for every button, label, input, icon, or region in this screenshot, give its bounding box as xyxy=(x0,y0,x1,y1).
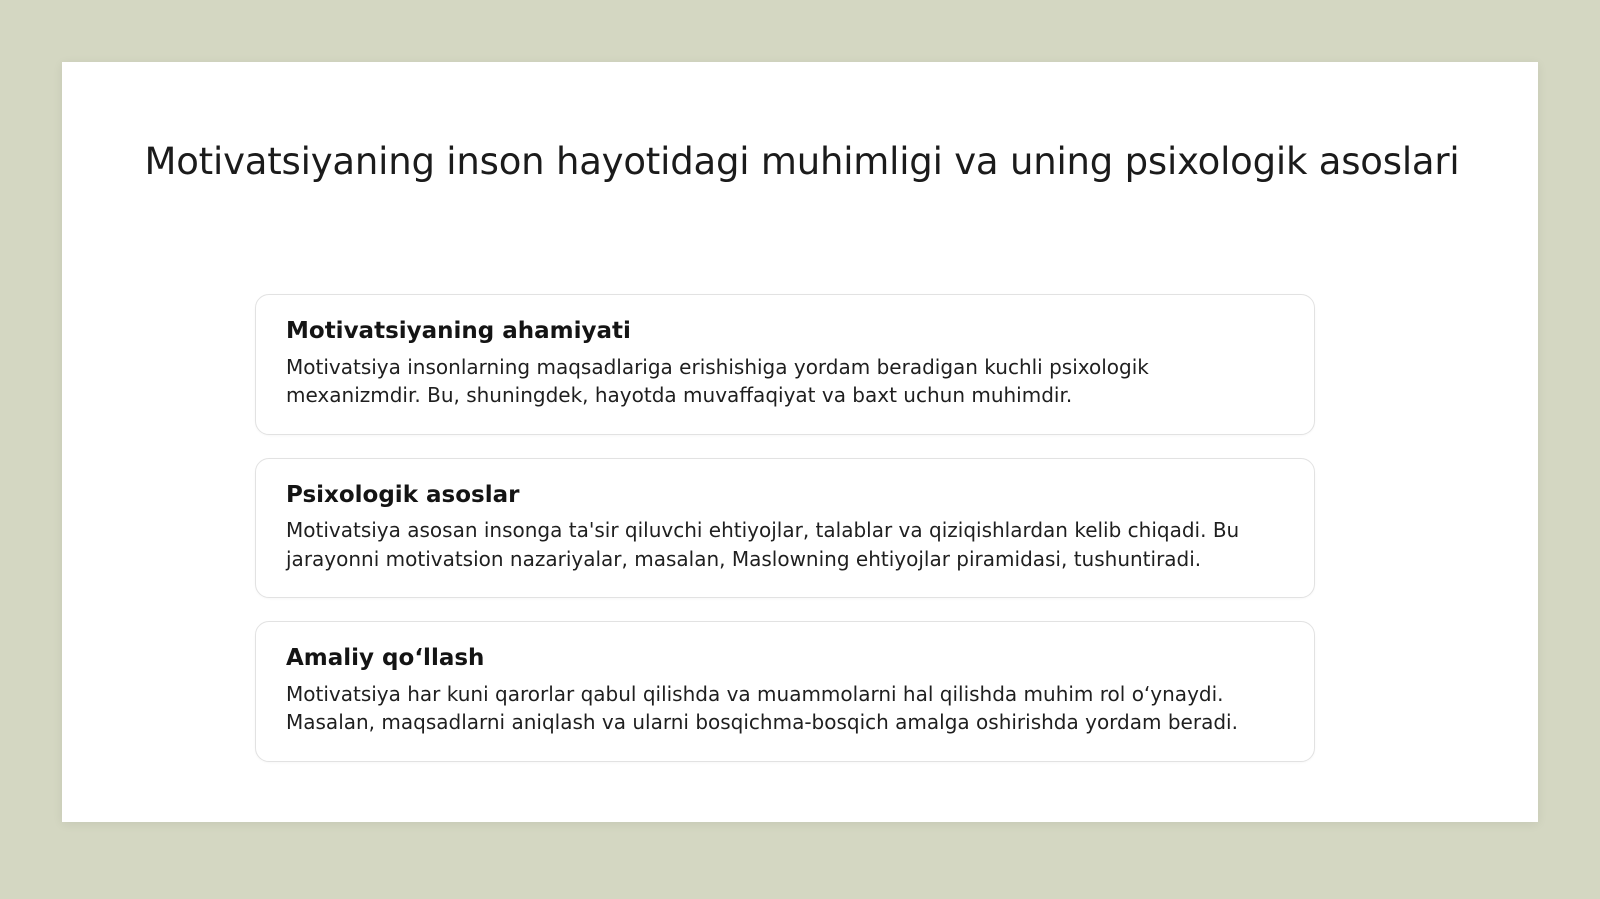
card-list xyxy=(255,294,1315,762)
page-title: Motivatsiyaning inson hayotidagi muhimligi va uning psixologik asoslari xyxy=(144,140,1460,183)
card-body: Motivatsiya asosan insonga ta'sir qiluvchi ehtiyojlar, talablar va qiziqishlardan kelib chiqadi. Bu jarayonni motivatsion nazariyalar, masalan, Maslowning ehtiyojlar piramidasi, tushuntiradi. xyxy=(286,518,1240,571)
card-body: Motivatsiya insonlarning maqsadlariga erishishiga yordam beradigan kuchli psixologik mexanizmdir. Bu, shuningdek, hayotda muvaffaqiyat va baxt uchun muhimdir. xyxy=(286,354,1149,408)
card-body: Motivatsiya har kuni qarorlar qabul qilishda va muammolarni hal qilishda muhim rol o‘ynaydi. Masalan, maqsadlarni aniqlash va ularni bosqichma-bosqich amalga oshirishda yordam beradi. xyxy=(286,681,1238,735)
card-title: Psixologik asoslar xyxy=(286,481,520,508)
list-item[interactable] xyxy=(255,294,1315,435)
card-title: Amaliy qo‘llash xyxy=(286,645,485,672)
list-item[interactable] xyxy=(255,458,1315,599)
card-title: Motivatsiyaning ahamiyati xyxy=(286,318,631,344)
list-item[interactable] xyxy=(255,621,1315,762)
slide-canvas xyxy=(62,62,1538,822)
